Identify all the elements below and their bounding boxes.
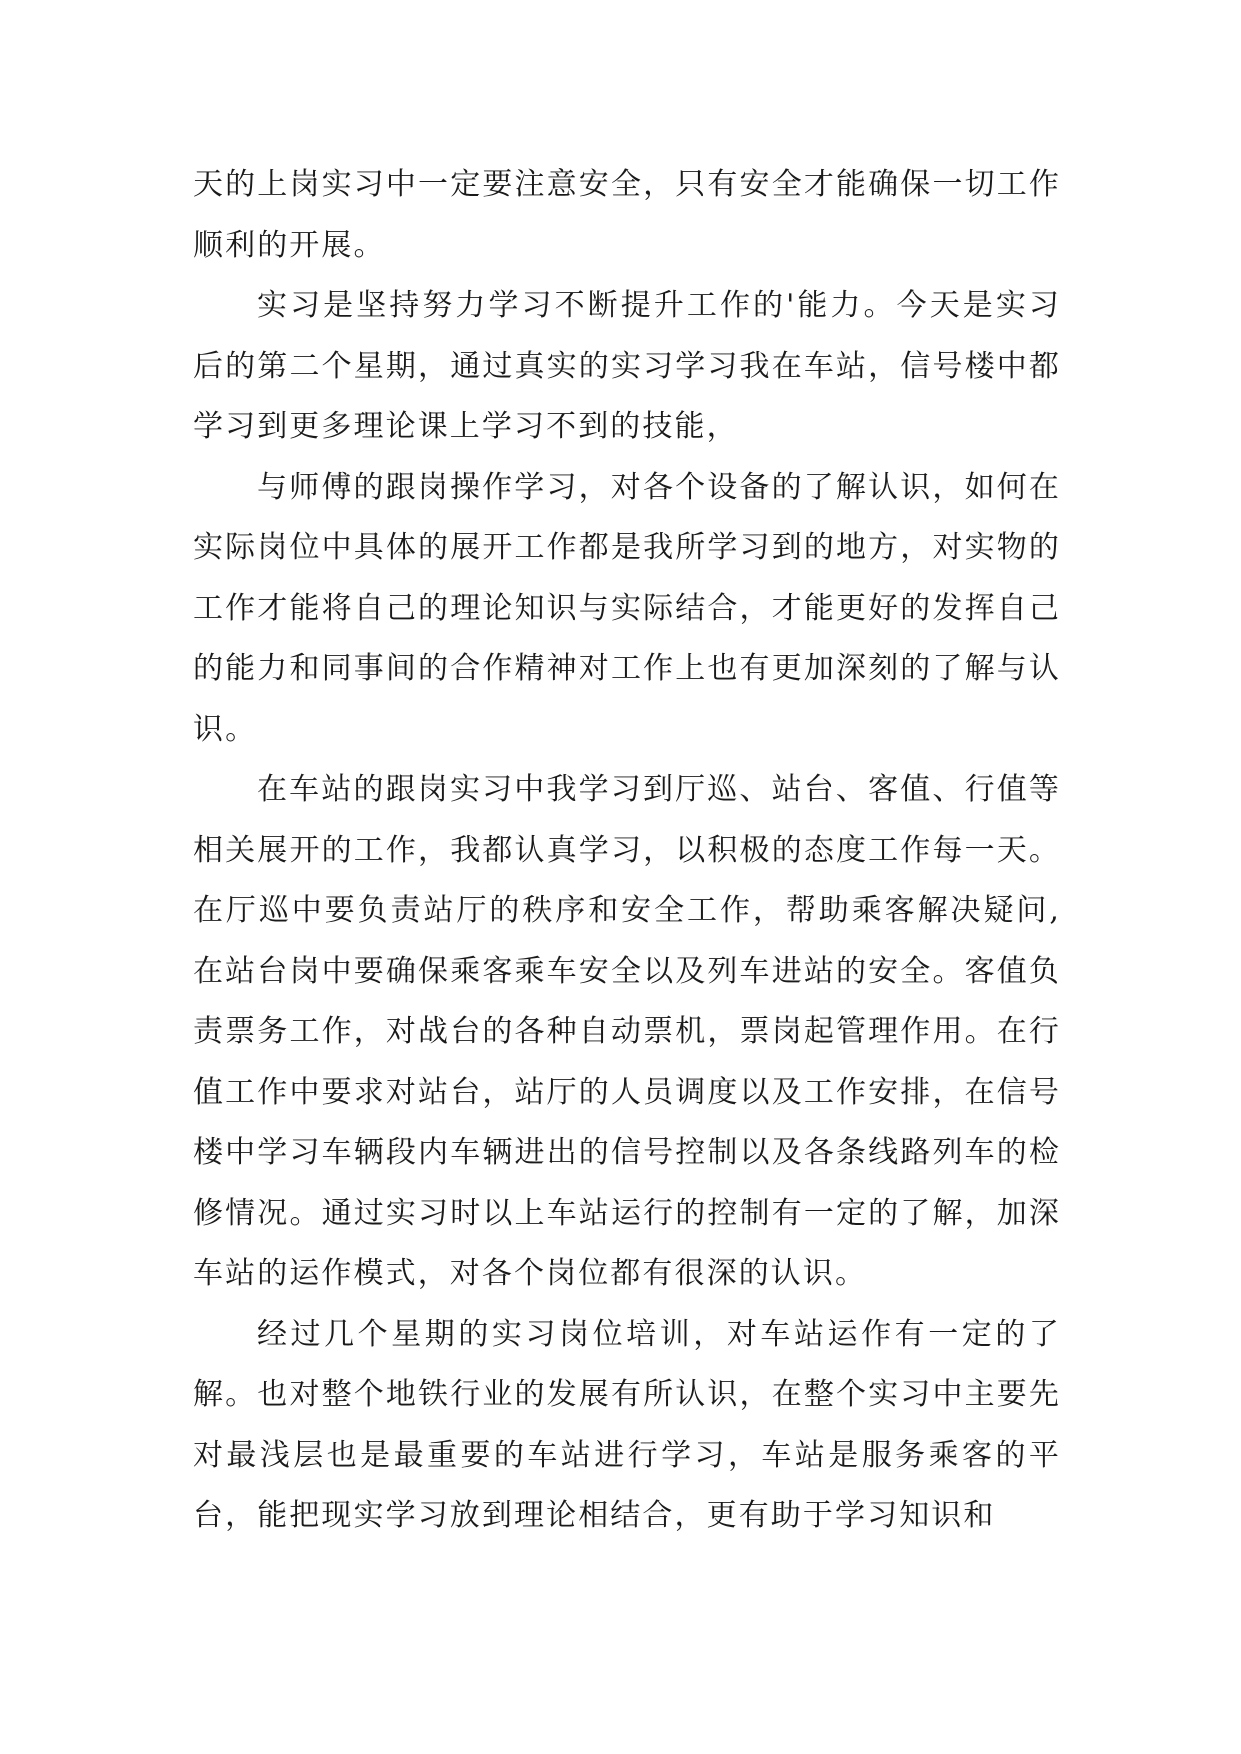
paragraph-2: 实习是坚持努力学习不断提升工作的'能力。今天是实习后的第二个星期，通过真实的实习学习我在车站，信号楼中都学习到更多理论课上学习不到的技能，	[193, 288, 1061, 444]
paragraph-1: 天的上岗实习中一定要注意安全，只有安全才能确保一切工作顺利的开展。	[193, 167, 1061, 263]
document-page	[193, 155, 1061, 1547]
paragraph-4: 在车站的跟岗实习中我学习到厅巡、站台、客值、行值等相关展开的工作，我都认真学习，以积极的态度工作每一天。在厅巡中要负责站厅的秩序和安全工作，帮助乘客解决疑问,在站台岗中要确保乘客乘车安全以及列车进站的安全。客值负责票务工作，对战台的各种自动票机，票岗起管理作用。在行值工作中要求对站台，站厅的人员调度以及工作安排，在信号楼中学习车辆段内车辆进出的信号控制以及各条线路列车的检修情况。通过实习时以上车站运行的控制有一定的了解，加深车站的运作模式，对各个岗位都有很深的认识。	[193, 772, 1061, 1291]
paragraph-3: 与师傅的跟岗操作学习，对各个设备的了解认识，如何在实际岗位中具体的展开工作都是我所学习到的地方，对实物的工作才能将自己的理论知识与实际结合，才能更好的发挥自己的能力和同事间的合作精神对工作上也有更加深刻的了解与认识。	[193, 469, 1061, 747]
paragraph-5: 经过几个星期的实习岗位培训，对车站运作有一定的了解。也对整个地铁行业的发展有所认识，在整个实习中主要先对最浅层也是最重要的车站进行学习，车站是服务乘客的平台，能把现实学习放到理论相结合，更有助于学习知识和	[193, 1316, 1061, 1533]
